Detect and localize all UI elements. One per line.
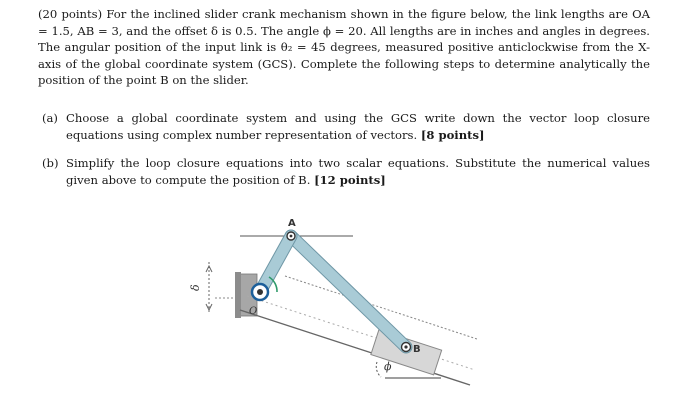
part-b xyxy=(42,155,650,188)
part-a-points: [8 points] xyxy=(420,127,485,142)
problem-statement xyxy=(38,6,650,89)
pin-o-inner xyxy=(257,289,263,295)
part-a-text: Choose a global coordinate system and using the GCS write down the vector loop closure equations using complex number representation of vectors. xyxy=(66,111,650,142)
label-b: B xyxy=(413,344,421,355)
part-b-text: Simplify the loop closure equations into two scalar equations. Substitute the numerical values given above to compute the position of B. xyxy=(66,156,650,187)
part-a xyxy=(42,110,650,143)
mechanism-figure xyxy=(185,212,505,398)
part-b-points: [12 points] xyxy=(314,172,386,187)
part-b-body xyxy=(66,155,650,188)
label-o: O xyxy=(249,306,258,317)
problem-points: (20 points) xyxy=(38,7,103,21)
delta-label: δ xyxy=(189,284,202,291)
label-phi: ϕ xyxy=(384,360,392,373)
label-a: A xyxy=(288,218,296,229)
slider-guide-lower xyxy=(240,310,470,385)
problem-paragraph xyxy=(38,6,650,89)
part-a-body xyxy=(66,110,650,143)
pin-b-dot xyxy=(404,345,407,348)
coupler-link-ab-fill xyxy=(291,236,406,347)
phi-angle-arc xyxy=(376,362,381,377)
part-b-label: (b) xyxy=(42,156,59,171)
pin-a-dot xyxy=(290,235,293,238)
problem-text: For the inclined slider crank mechanism shown in the figure below, the link lengths are OA = 1.5, AB = 3, and the offset δ is 0.5. The angle ϕ = 20. All lengths are in inches and angles in degrees. The angular position of the input link is θ₂ = 45 degrees, measured positive anticlockwise from the X-axis of the global coordinate system (GCS). Complete the following steps to determine analytically the position of the point B on the slider. xyxy=(38,7,651,88)
part-a-label: (a) xyxy=(42,111,58,125)
problem-parts xyxy=(42,110,650,200)
ground-base xyxy=(235,272,241,318)
